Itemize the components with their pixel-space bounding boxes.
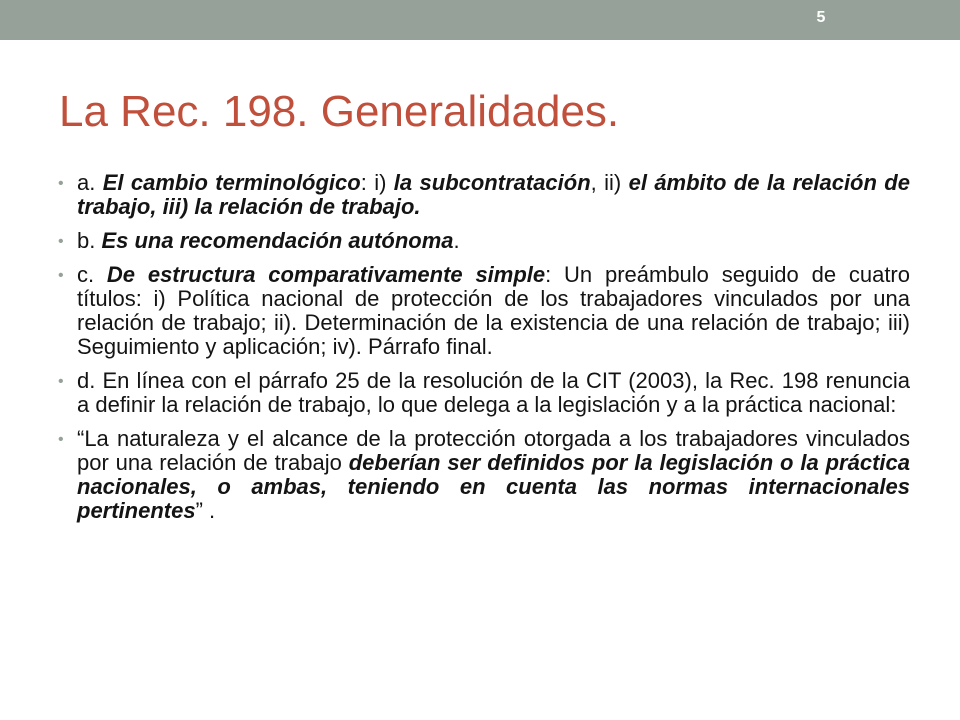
bullet-icon: • [58,233,64,250]
bullet-icon: • [58,175,64,192]
text-segment: ” . [195,498,216,523]
emphasized-text: De estructura comparativamente simple [106,262,546,287]
text-segment: , ii) [590,170,629,195]
bullet-text [77,263,910,359]
bullet-text [77,369,910,417]
bullet-icon: • [58,373,64,390]
bullet-item [58,369,910,417]
text-segment: a. [77,170,103,195]
text-segment: “La naturaleza y el alcance de la protección otorgada a los trabajadores vinculados por una relación de trabajo [77,426,910,475]
text-segment: d. En línea con el párrafo 25 de la resolución de la CIT (2003), la Rec. 198 renuncia a definir la relación de trabajo, lo que delega a la legislación y a la práctica nacional: [77,368,910,417]
bullet-list [58,171,910,533]
slide-number: 5 [816,9,826,26]
emphasized-text: la subcontratación [393,170,591,195]
text-segment: c. [77,262,107,287]
bullet-icon: • [58,267,64,284]
text-segment: . [453,228,460,253]
text-segment: : Un preámbulo seguido de cuatro títulos: i) Política nacional de protección de los trabajadores vinculados por una relación de trabajo; ii). Determinación de la existencia de una relación de trabajo; iii) Seguimiento y aplicación; iv). Párrafo final. [77,262,910,359]
slide-title: La Rec. 198. Generalidades. [59,87,620,136]
bullet-icon: • [58,431,64,448]
bullet-item [58,263,910,359]
bullet-text [77,427,910,523]
text-segment: b. [77,228,102,253]
emphasized-text: Es una recomendación autónoma [101,228,454,253]
bullet-text [77,171,910,219]
emphasized-text: deberían ser definidos por la legislación o la práctica nacionales, o ambas, teniendo en cuenta las normas internacionales pertinentes [77,450,910,523]
bullet-text [77,229,910,253]
emphasized-text: el ámbito de la relación de trabajo, iii) la relación de trabajo. [77,170,910,219]
bullet-item [58,229,910,253]
header-bar [0,0,960,40]
emphasized-text: El cambio terminológico [102,170,361,195]
bullet-item [58,171,910,219]
bullet-item [58,427,910,523]
text-segment: : i) [360,170,394,195]
